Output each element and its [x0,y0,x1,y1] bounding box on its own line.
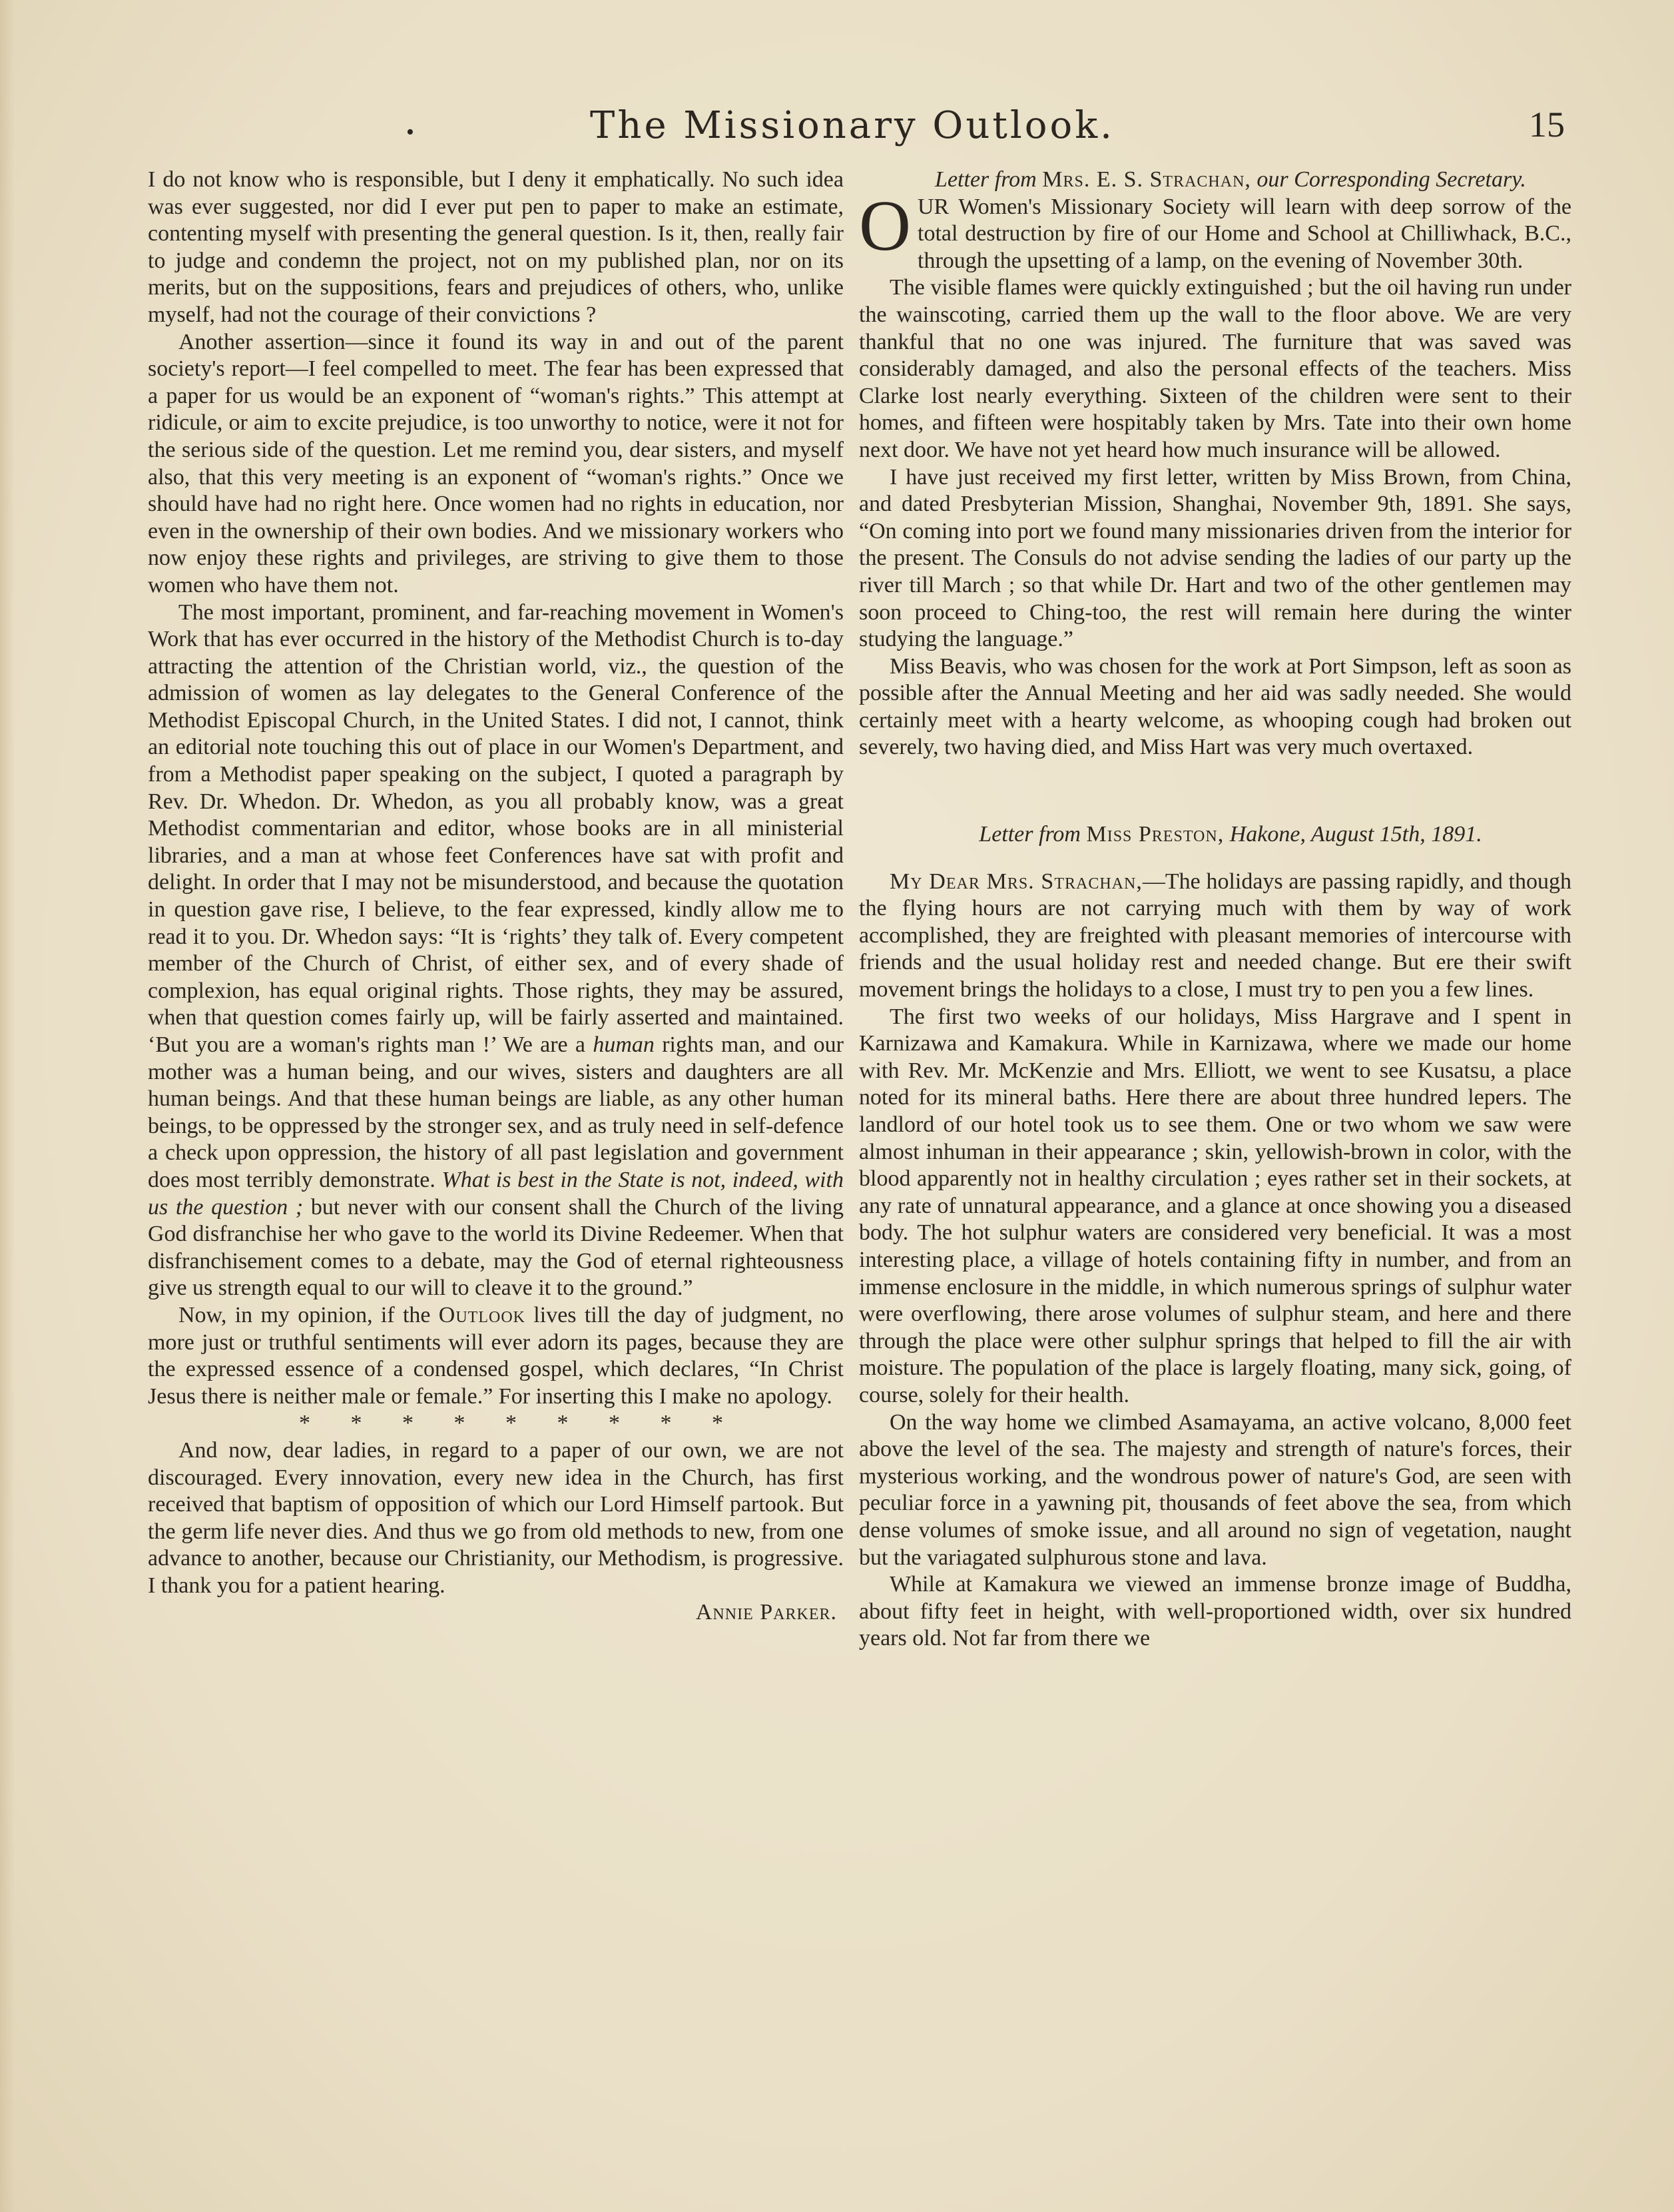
text-run: rights man, and our mother was a human being, and our wives, sisters and daughters are all human beings. And that these human beings are liable, as any other human beings, to be oppressed by the stronger sex, and as truly need in self-defence a check upon oppression, the history of all past legislation and government does most terribly demonstrate. [148,1032,844,1192]
text-run: The most important, prominent, and far-reaching movement in Women's Work that has ever occurred in the history of the Methodist Church is to-day attracting the attention of the Christian world, viz., the question of the admission of women as lay delegates to the General Conference of the Methodist Episcopal Church, in the United States. I did not, I cannot, think an editorial note touching this out of place in our Women's Department, and from a Methodist paper speaking on the subject, I quoted a paragraph by Rev. Dr. Whedon. Dr. Whedon, as you all probably know, was a great Methodist commentarian and editor, whose books are in all ministerial libraries, and a man at whose feet Conferences have sat with profit and delight. In order that I may not be misunderstood, and because the quotation in question gave rise, I believe, to the fear expressed, kindly allow me to read it to you. Dr. Whedon says: “It is ‘rights’ they talk of. Every competent member of the Church of Christ, of either sex, and of every shade of complexion, has equal original rights. Those rights, they may be assured, when that question comes fairly up, will be fairly asserted and maintained. ‘But you are a woman's rights man !’ We are a [148,599,844,1057]
section-spacer [859,761,1571,821]
text-run: UR Women's Missionary Society will learn with deep sorrow of the total destruction by fire of our Home and School at Chilliwhack, B.C., through the upsetting of a lamp, on the evening of November 30th. [918,194,1571,273]
page-title: The Missionary Outlook. [590,104,1115,147]
paragraph [859,869,1571,1004]
text-run: lives till the day of judgment, no more just or truthful sentiments will ever adorn its pages, because they are the expressed essence of a condensed gospel, which declares, “In Christ Jesus there is neither male or female.” For inserting this I make no apology. [148,1302,844,1409]
page-edge-shadow [0,0,15,2212]
text-run: —The holidays are passing rapidly, and though the flying hours are not carrying much with them by way of work accomplished, they are freighted with pleasant memories of intercourse with friends and the usual holiday rest and needed change. But ere their swift movement brings the holidays to a close, I must try to pen you a few lines. [859,869,1571,1002]
paragraph: While at Kamakura we viewed an immense bronze image of Buddha, about fifty feet in height, with well-proportioned width, over six hundred years old. Not far from there we [859,1572,1571,1651]
letter-heading [859,167,1571,194]
heading-suffix: Hakone, August 15th, 1891. [1224,822,1482,847]
paragraph [859,186,1571,275]
paragraph: I have just received my first letter, written by Miss Brown, from China, and dated Presbyterian Mission, Shanghai, November 9th, 1891. She says, “On coming into port we found many missionaries driven from the interior for the present. The Consuls do not advise sending the ladies of our party up the river till March ; so that while Dr. Hart and two of the other gentlemen may soon proceed to Ching-too, the rest will remain here during the winter studying the language.” [859,464,1571,652]
heading-name: Miss Preston, [1086,822,1225,847]
left-column [148,167,844,1627]
paragraph: The visible flames were quickly extinguished ; but the oil having run under the wainscoting, carried them up the wall to the floor above. We are very thankful that no one was injured. The furniture that was saved was considerably damaged, and also the personal effects of the teachers. Miss Clarke lost nearly everything. Sixteen of the children were sent to their homes, and fifteen were hospitably taken by Mrs. Tate into their own home next door. We have not yet heard how much insurance will be allowed. [859,275,1571,462]
section-spacer [859,849,1571,869]
paragraph: The first two weeks of our holidays, Miss Hargrave and I spent in Karnizawa and Kamakura. While in Karnizawa, where we made our home with Rev. Mr. McKenzie and Mrs. Elliott, we went to see Kusatsu, a place noted for its mineral baths. Here there are about three hundred lepers. The landlord of our hotel took us to see them. One or two whom we saw were almost inhuman in their appearance ; skin, yellowish-brown in color, with the blood apparently not in healthy circulation ; eyes rather set in their sockets, at any rate of unnatural appearance, and a glance at once showing you a diseased body. The hot sulphur waters are considered very beneficial. It was a most interesting place, a village of hotels containing fifty in number, and from an immense enclosure in the middle, in which numerous springs of sulphur water were overflowing, there arose volumes of sulphur steam, and here and there through the place were other sulphur springs that helped to fill the air with moisture. The population of the place is largely floating, many sick, going, of course, solely for their health. [859,1004,1571,1407]
drop-cap: O [859,186,911,266]
right-column [859,167,1571,1653]
text-run: but never with our consent shall the Church of the living God disfranchise her who gave to the world its Divine Redeemer. When that disfranchisement comes to a debate, may the God of eternal righteousness give us strength equal to our will to cleave it to the ground.” [148,1194,844,1301]
heading-name: Mrs. E. S. Strachan, [1042,167,1251,192]
section-divider-stars: * * * * * * * * * [299,1411,723,1436]
letter-heading [859,821,1571,849]
paragraph: And now, dear ladies, in regard to a paper of our own, we are not discouraged. Every innovation, every new idea in the Church, has first received that baptism of opposition of which our Lord Himself partook. But the germ life never dies. And thus we go from old methods to new, from one advance to another, because our Christianity, our Methodism, is progressive. I thank you for a patient hearing. [148,1437,844,1598]
paragraph [148,1302,844,1410]
paragraph: On the way home we climbed Asamayama, an active volcano, 8,000 feet above the level of the sea. The majesty and strength of nature's forces, their mysterious working, and the wondrous power of nature's God, are seen with peculiar force in a yawning pit, thousands of feet above the sea, from which dense volumes of smoke issue, and all around no sign of vegetation, naught but the variagated sulphurous stone and lava. [859,1409,1571,1570]
text-run: Now, in my opinion, if the [178,1302,439,1327]
paragraph [148,599,844,1302]
emphasis-text: human [593,1032,655,1057]
heading-prefix: Letter from [935,167,1043,192]
header-ornament: • [406,120,414,145]
heading-suffix: our Corresponding Secretary. [1251,167,1526,192]
heading-prefix: Letter from [979,822,1087,847]
page-number: 15 [1529,105,1565,145]
page-header [127,100,1578,153]
signature: Annie Parker. [695,1600,837,1625]
salutation: My Dear Mrs. Strachan, [890,869,1143,894]
paragraph: Another assertion—since it found its way in and out of the parent society's report—I feel compelled to meet. The fear has been expressed that a paper for us would be an exponent of “woman's rights.” This attempt at ridicule, or aim to excite prejudice, is too unworthy to notice, were it not for the serious side of the question. Let me remind you, dear sisters, and myself also, that this very meeting is an exponent of “woman's rights.” Once we should have had no right here. Once women had no rights in education, nor even in the ownership of their own bodies. And we missionary workers who now enjoy these rights and privileges, are striving to give them to those women who have them not. [148,329,844,597]
emphasis-text: What is best in the State is not, indeed, with us the question ; [148,1167,844,1220]
paragraph: Miss Beavis, who was chosen for the work at Port Simpson, left as soon as possible after the Annual Meeting and her aid was sadly needed. She would certainly meet with a hearty welcome, as whooping cough had broken out severely, two having died, and Miss Hart was very much overtaxed. [859,653,1571,760]
paragraph: I do not know who is responsible, but I deny it emphatically. No such idea was ever suggested, nor did I ever put pen to paper to make an estimate, contenting myself with presenting the general question. Is it, then, really fair to judge and condemn the project, not on my published plan, nor on its merits, but on the suppositions, fears and prejudices of others, who, unlike myself, had not the courage of their convictions ? [148,167,844,327]
small-caps-text: Outlook [438,1302,525,1327]
